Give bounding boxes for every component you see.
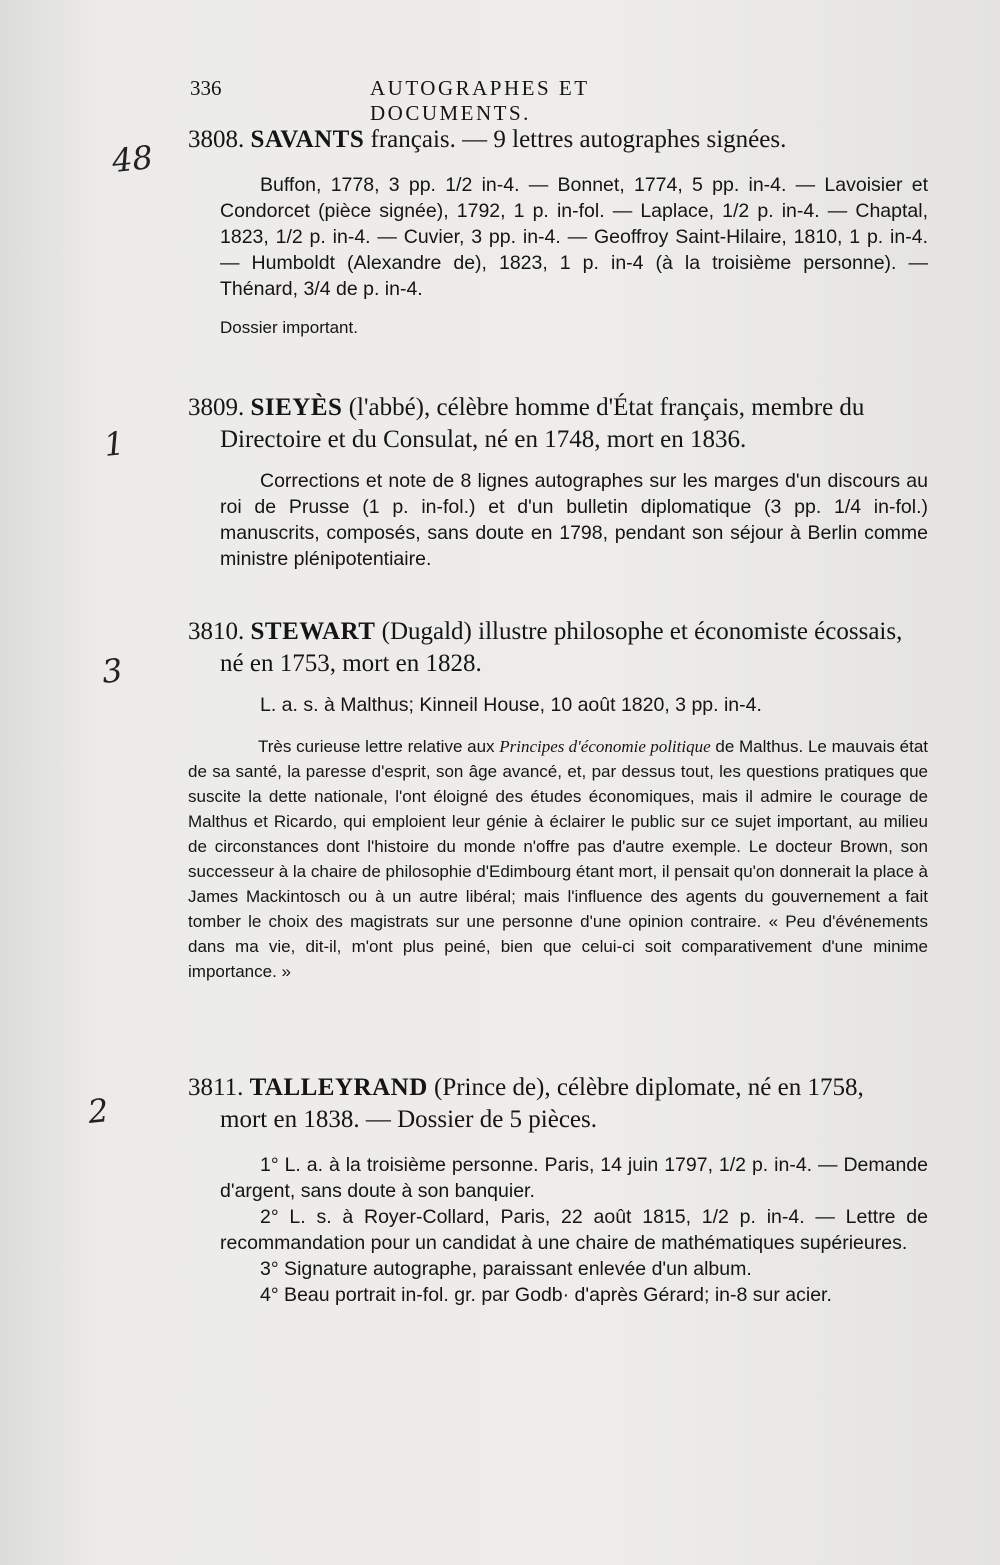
lot-note: Dossier important. xyxy=(220,318,358,337)
margin-note-price: 48 xyxy=(110,137,155,181)
commentary-title: Principes d'économie politique xyxy=(499,737,711,756)
lot-name: STEWART xyxy=(250,618,376,645)
lot-number: 3810. xyxy=(188,618,245,645)
running-title: AUTOGRAPHES ET DOCUMENTS. xyxy=(370,76,590,125)
lot-body xyxy=(188,468,928,572)
lot-description: (Prince de), célèbre diplomate, né en 1758, xyxy=(427,1074,864,1101)
commentary-text: de Malthus. Le mauvais état de sa santé, la paresse d'esprit, son âge avancé, et, par dessus tout, les questions pratiques que suscite la dette nationale, l'ont éloigné des études économiques, mais il admire le courage de Malthus et Ricardo, qui emploient leur génie à éclairer le public sur ce sujet important, au milieu de circonstances dont l'histoire du monde n'offre pas d'autre exemple. Le docteur Brown, son successeur à la chaire de philosophie d'Edimbourg étant mort, il pensait qu'on donnerait la place à James Mackintosch ou à un autre libéral; mais l'influence des agents du gouvernement a fait tomber le choix des magistrats sur une personne d'une opinion contraire. « Peu d'événements dans ma vie, dit-il, m'ont plus peiné, bien que celui-ci soit comparativement d'une minime importance. » xyxy=(188,737,928,981)
lot-number: 3809. xyxy=(188,394,245,421)
lot-name: SAVANTS xyxy=(250,126,365,153)
commentary-text: Très curieuse lettre relative aux xyxy=(258,737,500,756)
lot-body xyxy=(188,172,928,302)
page-number: 336 xyxy=(190,76,222,100)
lot-entry-3810 xyxy=(188,616,928,984)
margin-note-price: 1 xyxy=(102,424,127,464)
lot-description: (Dugald) illustre philosophe et économiste écossais, xyxy=(375,618,903,645)
lot-name: SIEYÈS xyxy=(250,394,343,421)
lot-item: 4° Beau portrait in-fol. gr. par Godb· d'après Gérard; in-8 sur acier. xyxy=(260,1284,832,1306)
lot-heading xyxy=(188,392,928,456)
lot-description-cont: né en 1753, mort en 1828. xyxy=(220,650,482,677)
lot-entry-3811 xyxy=(188,1072,928,1308)
lot-body xyxy=(188,692,928,718)
lot-item: 1° L. a. à la troisième personne. Paris, 14 juin 1797, 1/2 p. in-4. — Demande d'argent, sans doute à son banquier. xyxy=(220,1154,928,1202)
lot-item: 3° Signature autographe, paraissant enlevée d'un album. xyxy=(260,1258,752,1280)
lot-heading xyxy=(188,124,928,156)
lot-description: français. — 9 lettres autographes signées. xyxy=(364,126,787,153)
lot-contents: Corrections et note de 8 lignes autographes sur les marges d'un discours au roi de Prusse (1 p. in-fol.) et d'un bulletin diplomatique (3 pp. 1/4 in-fol.) manuscrits, composés, sans doute en 1798, pendant son séjour à Berlin comme ministre plénipotentiaire. xyxy=(220,470,928,570)
lot-item: 2° L. s. à Royer-Collard, Paris, 22 août 1815, 1/2 p. in-4. — Lettre de recommandation pour un candidat à une chaire de mathématiques supérieures. xyxy=(220,1206,928,1254)
lot-commentary xyxy=(188,734,928,984)
margin-note-price: 3 xyxy=(100,651,125,691)
margin-note-price: 2 xyxy=(86,1091,111,1131)
lot-body xyxy=(188,1152,928,1308)
lot-heading xyxy=(188,616,928,680)
lot-contents: L. a. s. à Malthus; Kinneil House, 10 août 1820, 3 pp. in-4. xyxy=(260,694,762,716)
lot-contents: Buffon, 1778, 3 pp. 1/2 in-4. — Bonnet, 1774, 5 pp. in-4. — Lavoisier et Condorcet (pièce signée), 1792, 1 p. in-fol. — Laplace, 1/2 p. in-4. — Chaptal, 1823, 1/2 p. in-4. — Cuvier, 3 pp. in-4. — Geoffroy Saint-Hilaire, 1810, 1 p. in-4. — Humboldt (Alexandre de), 1823, 1 p. in-4 (à la troisième personne). — Thénard, 3/4 de p. in-4. xyxy=(220,174,928,300)
lot-description-cont: mort en 1838. — Dossier de 5 pièces. xyxy=(220,1106,598,1133)
lot-number: 3808. xyxy=(188,126,245,153)
lot-description-cont: Directoire et du Consulat, né en 1748, mort en 1836. xyxy=(220,426,747,453)
lot-heading xyxy=(188,1072,928,1136)
lot-name: TALLEYRAND xyxy=(249,1074,428,1101)
lot-number: 3811. xyxy=(188,1074,244,1101)
lot-entry-3808 xyxy=(188,124,928,340)
lot-description: (l'abbé), célèbre homme d'État français, membre du xyxy=(342,394,865,421)
lot-entry-3809 xyxy=(188,392,928,572)
